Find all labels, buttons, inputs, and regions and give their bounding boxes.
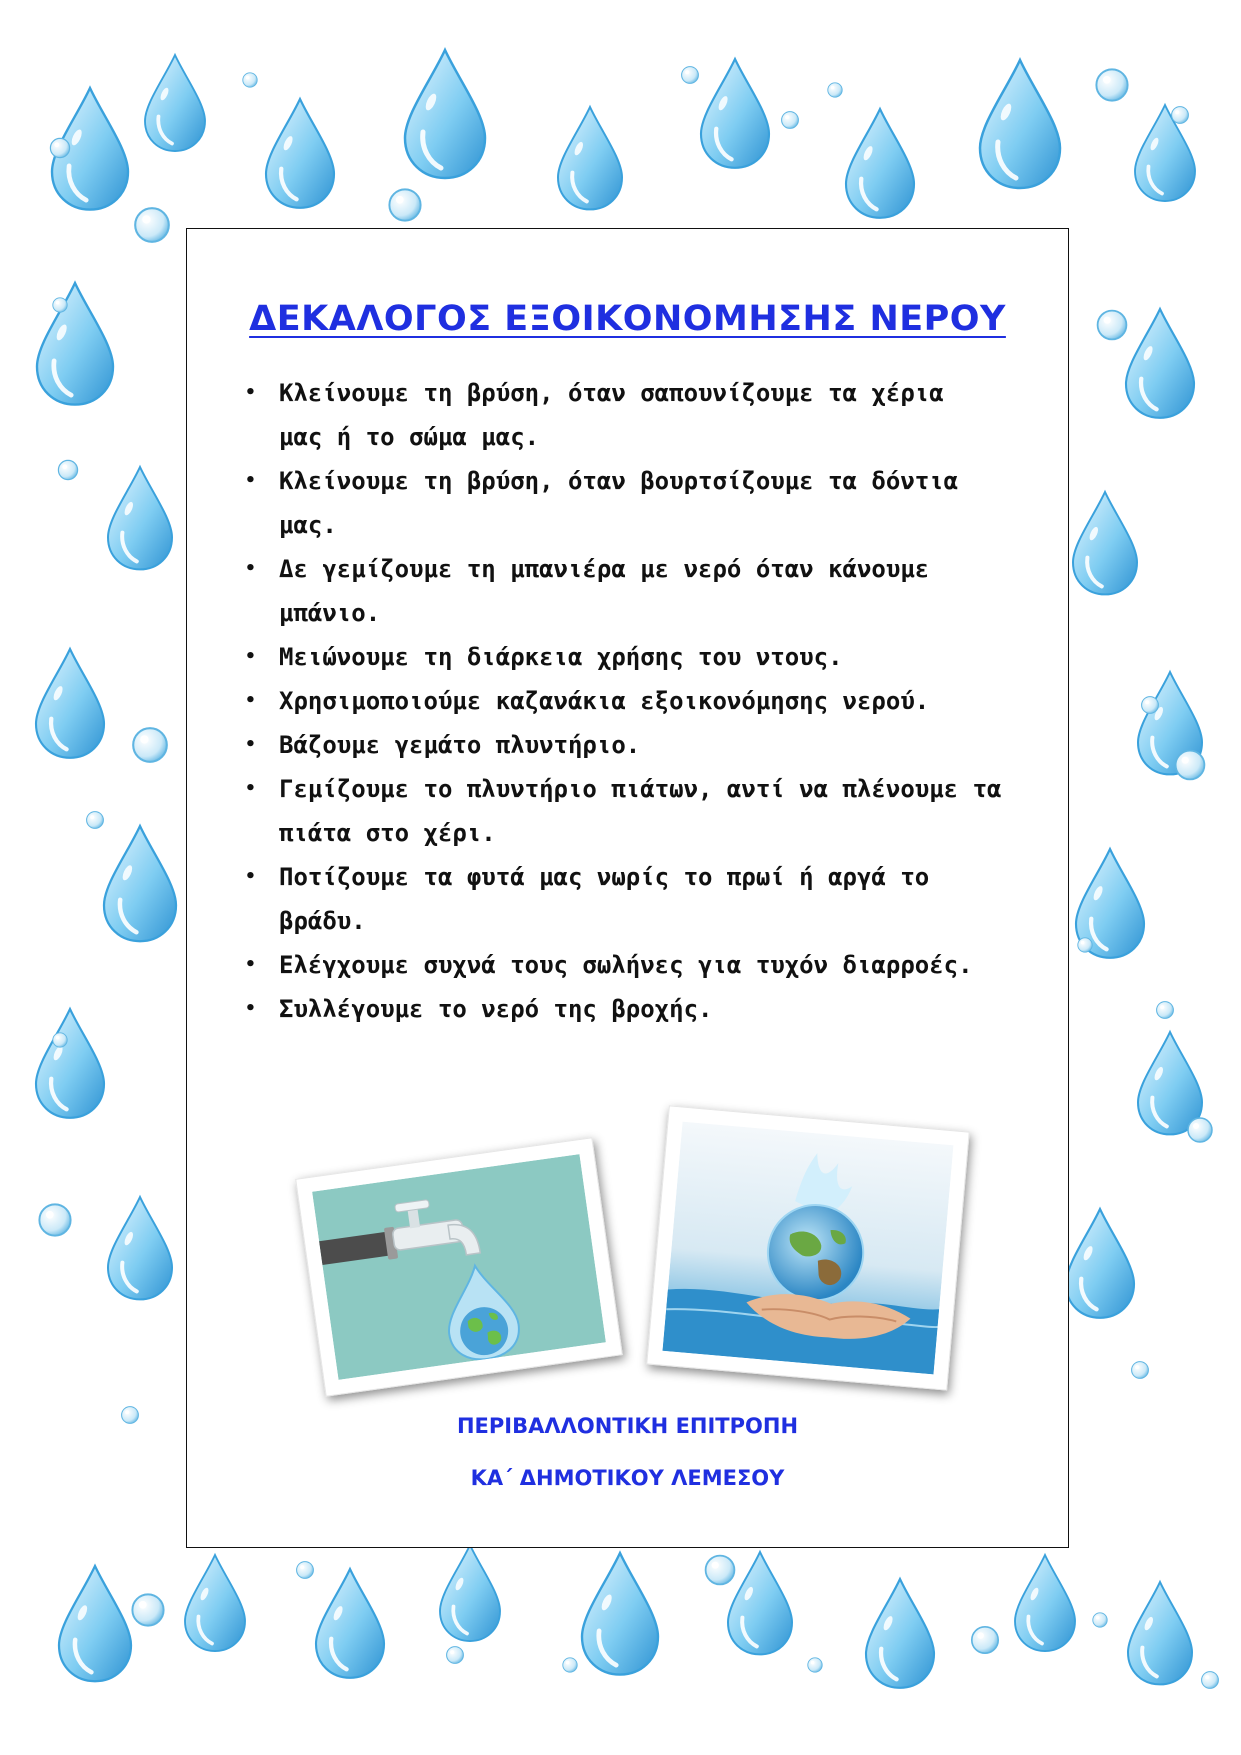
bullet-icon: • bbox=[245, 690, 256, 711]
rule-line: Μειώνουμε τη διάρκεια χρήσης του ντους. bbox=[279, 643, 843, 671]
bullet-icon: • bbox=[245, 998, 256, 1019]
rule-item-10 bbox=[245, 987, 1075, 1031]
rule-line: μπάνιο. bbox=[279, 599, 381, 627]
bullet-icon: • bbox=[245, 734, 256, 755]
rule-item-9 bbox=[245, 943, 1075, 987]
bullet-icon: • bbox=[245, 778, 256, 799]
rule-line: Κλείνουμε τη βρύση, όταν σαπουνίζουμε τα χέρια bbox=[279, 379, 944, 407]
rule-line: Κλείνουμε τη βρύση, όταν βουρτσίζουμε τα δόντια bbox=[279, 467, 959, 495]
footer-committee: ΠΕΡΙΒΑΛΛΟΝΤΙΚΗ ΕΠΙΤΡΟΠΗ bbox=[456, 1414, 799, 1438]
rule-line: Βάζουμε γεμάτο πλυντήριο. bbox=[279, 731, 641, 759]
page-title: ΔΕΚΑΛΟΓΟΣ ΕΞΟΙΚΟΝΟΜΗΣΗΣ ΝΕΡΟΥ bbox=[249, 299, 1006, 339]
rule-line: Συλλέγουμε το νερό της βροχής. bbox=[279, 995, 713, 1023]
rule-item-6 bbox=[245, 723, 1075, 767]
rule-line: Χρησιμοποιούμε καζανάκια εξοικονόμησης νερού. bbox=[279, 687, 930, 715]
rule-item-3 bbox=[245, 547, 1075, 635]
rule-line: Ελέγχουμε συχνά τους σωλήνες για τυχόν διαρροές. bbox=[279, 951, 973, 979]
footer-school: ΚΑ΄ ΔΗΜΟΤΙΚΟΥ ΛΕΜΕΣΟΥ bbox=[470, 1466, 785, 1490]
rule-line: Δε γεμίζουμε τη μπανιέρα με νερό όταν κάνουμε bbox=[279, 555, 930, 583]
content-panel bbox=[186, 228, 1069, 1548]
rules-list bbox=[245, 371, 1075, 1031]
rule-item-4 bbox=[245, 635, 1075, 679]
bullet-icon: • bbox=[245, 558, 256, 579]
hands-earth-water-photo bbox=[646, 1105, 970, 1390]
bullet-icon: • bbox=[245, 646, 256, 667]
rule-item-5 bbox=[245, 679, 1075, 723]
rule-line: βράδυ. bbox=[279, 907, 366, 935]
rule-line: μας ή το σώμα μας. bbox=[279, 423, 540, 451]
bullet-icon: • bbox=[245, 470, 256, 491]
rule-line: μας. bbox=[279, 511, 337, 539]
rule-line: πιάτα στο χέρι. bbox=[279, 819, 496, 847]
rule-item-8 bbox=[245, 855, 1075, 943]
rule-item-7 bbox=[245, 767, 1075, 855]
bullet-icon: • bbox=[245, 382, 256, 403]
rule-line: Γεμίζουμε το πλυντήριο πιάτων, αντί να πλένουμε τα bbox=[279, 775, 1002, 803]
rule-line: Ποτίζουμε τα φυτά μας νωρίς το πρωί ή αργά το bbox=[279, 863, 930, 891]
bullet-icon: • bbox=[245, 954, 256, 975]
faucet-earth-drop-photo bbox=[295, 1137, 623, 1397]
bullet-icon: • bbox=[245, 866, 256, 887]
rule-item-2 bbox=[245, 459, 1075, 547]
rule-item-1 bbox=[245, 371, 1075, 459]
